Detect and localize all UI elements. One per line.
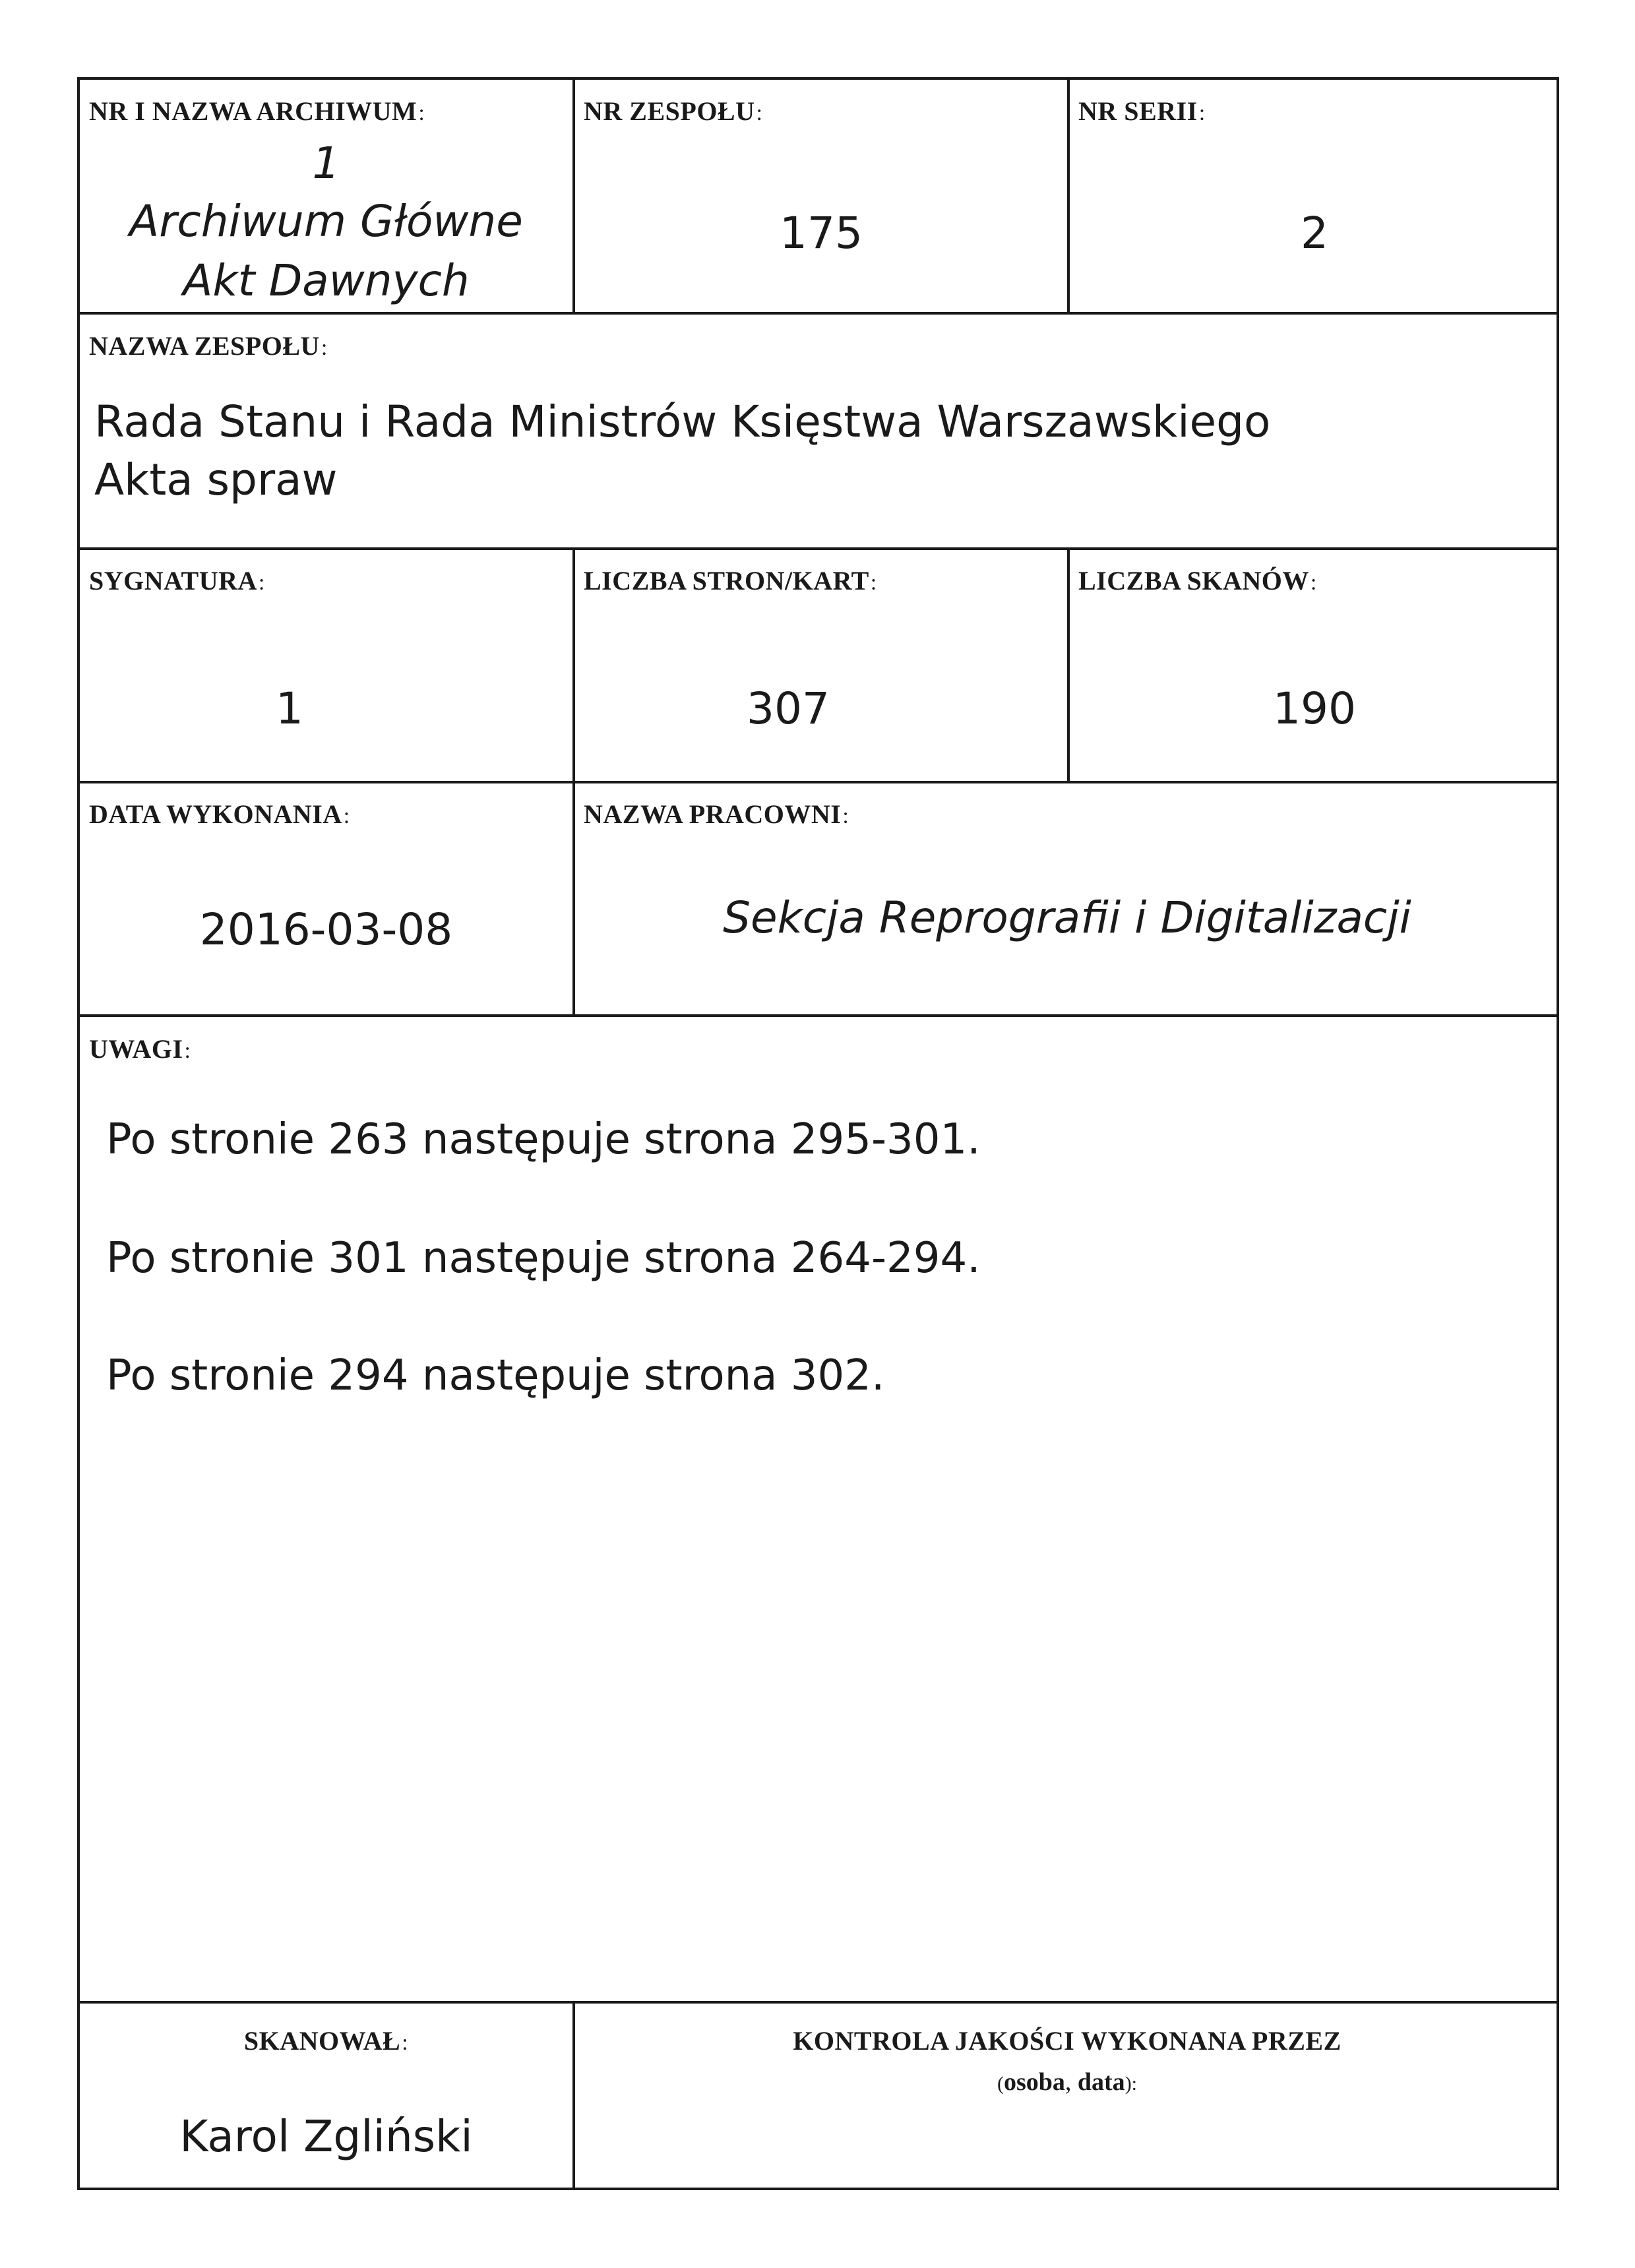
row-divider-2 (80, 547, 1557, 550)
date-done-value: 2016-03-08 (199, 904, 453, 955)
workshop-label: NAZWA PRACOWNI: (584, 799, 849, 829)
signature-value: 1 (276, 683, 303, 734)
archive-name-line2: Akt Dawnych (183, 255, 470, 306)
date-done-label: DATA WYKONANIA: (89, 799, 350, 829)
page-count-value: 307 (747, 683, 830, 734)
signature-label: SYGNATURA: (89, 566, 265, 596)
quality-control-label: KONTROLA JAKOŚCI WYKONANA PRZEZ (793, 2026, 1342, 2056)
fonds-number-label: NR ZESPOŁU: (584, 96, 763, 126)
series-number-label: NR SERII: (1078, 96, 1206, 126)
archive-number: 1 (312, 138, 340, 189)
metadata-form (77, 77, 1559, 2190)
row-divider-5 (80, 2001, 1557, 2004)
workshop-value: Sekcja Reprografii i Digitalizacji (723, 892, 1411, 943)
row-divider-1 (80, 312, 1557, 315)
archive-label: NR I NAZWA ARCHIWUM: (89, 96, 425, 126)
quality-control-sublabel: (osoba, data): (997, 2068, 1138, 2096)
scanned-by-value: Karol Zgliński (179, 2111, 473, 2162)
fonds-number-value: 175 (780, 208, 863, 259)
scan-count-value: 190 (1273, 683, 1356, 734)
remark-line-2: Po stronie 301 następuje strona 264-294. (106, 1234, 981, 1283)
col-divider-row1-a (572, 80, 575, 312)
row-divider-4 (80, 1014, 1557, 1017)
scan-count-label: LICZBA SKANÓW: (1078, 566, 1317, 596)
fonds-name-label: NAZWA ZESPOŁU: (89, 331, 328, 361)
col-divider-row1-b (1067, 80, 1070, 312)
fonds-name-line1: Rada Stanu i Rada Ministrów Księstwa Warszawskiego (94, 396, 1271, 447)
scanned-by-label: SKANOWAŁ: (243, 2026, 409, 2056)
page-count-label: LICZBA STRON/KART: (584, 566, 877, 596)
remark-line-3: Po stronie 294 następuje strona 302. (106, 1351, 885, 1400)
archive-name-line1: Archiwum Główne (129, 196, 523, 247)
series-number-value: 2 (1301, 208, 1328, 259)
remarks-label: UWAGI: (89, 1034, 191, 1064)
col-divider-row3-b (1067, 547, 1070, 781)
col-divider-row3-a (572, 547, 575, 781)
remark-line-1: Po stronie 263 następuje strona 295-301. (106, 1115, 981, 1164)
row-divider-3 (80, 781, 1557, 783)
fonds-name-line2: Akta spraw (94, 454, 338, 505)
